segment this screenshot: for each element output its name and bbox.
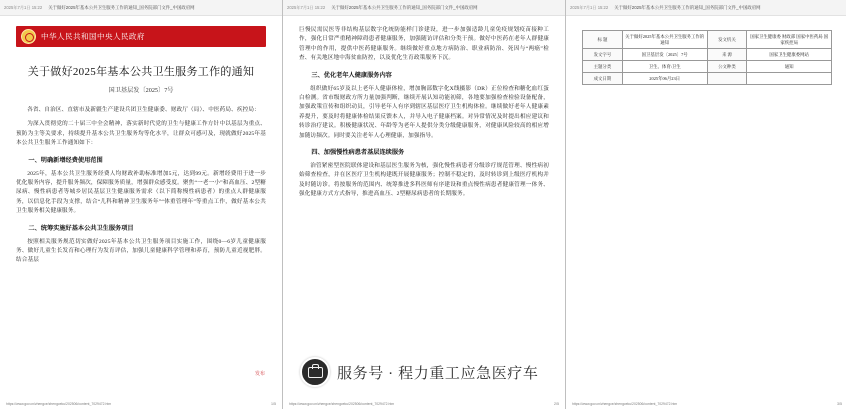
- paragraph: 为深入贯彻党的二十届三中全会精神，落实新时代党的卫生与健康工作方针中以基层为重点、预防为主等关要求，持续提升基本公共卫生服务均等化水平，让群众可感可及，现就做好2025年基本公共卫生服务工作通知如下：: [16, 121, 266, 147]
- official-seal-mark: 发布: [254, 372, 265, 377]
- table-cell-label: 主题分类: [583, 61, 623, 73]
- page-2-footer: [283, 402, 565, 406]
- table-cell-label: 来 源: [707, 49, 747, 61]
- tab-timestamp: 2025年7月1日 15:22: [570, 4, 609, 10]
- table-row: [583, 31, 832, 49]
- tab-title: 关于做好2025年基本公共卫生服务工作的通知_国务院部门文件_中国政府网: [48, 4, 195, 10]
- section-heading: 二、统筹实施好基本公共卫生服务项目: [28, 224, 134, 232]
- table-cell-value: 卫生、体育\卫生: [622, 61, 707, 73]
- footer-page-number: 2/5: [554, 402, 559, 406]
- tab-title: 关于做好2025年基本公共卫生服务工作的通知_国务院部门文件_中国政府网: [331, 4, 478, 10]
- table-row: [583, 73, 832, 85]
- footer-page-number: 3/5: [837, 402, 842, 406]
- paragraph: 按照相关服务规范切实做好2025年基本公共卫生服务项目实施工作，围绕0—6岁儿童健康服务、做好儿童生长发育和心理行为发育评估，加强儿童健康科学管理和养育，预防儿童近视肥胖。结合基层: [16, 238, 266, 264]
- table-cell-value: 通知: [747, 61, 832, 73]
- watermark-text: 服务号 · 程力重工应急医疗车: [337, 365, 539, 382]
- browser-tab-bar-3: [566, 0, 846, 16]
- page-1-content: [0, 16, 282, 409]
- footer-url: https://www.gov.cn/zhengce/zhengceku/202506/content_7029472.htm: [289, 402, 395, 406]
- table-cell-label: [707, 73, 747, 85]
- section-heading: 三、优化老年人健康服务内容: [311, 71, 392, 79]
- paragraph: 各省、自治区、直辖市及新疆生产建设兵团卫生健康委、财政厅（局）、中医药局、疾控局：: [27, 107, 260, 113]
- paragraph: 2025年，基本公共卫生服务经费人均财政补助标准增加5元，达到99元。新增经费用于进一步优化服务内容，提升服务频次，保障服务质量，增强群众感受度。聚焦“一老一小”和高血压、2型糖尿病、慢性病患者等城乡居民基层卫生健康服务需求（以下简称慢性病患者）的重点人群健康服务，以信息化手段为支撑，结合“儿科和精神卫生服务年”“体重管理年”等重点工作，做好基本公共卫生服务相关健康服务。: [16, 170, 266, 215]
- table-cell-value: 国家卫生健康委 财政部 国家中医药局 国家疾控局: [747, 31, 832, 49]
- tab-timestamp: 2025年7月1日 15:22: [287, 4, 326, 10]
- table-cell-value: 关于做好2025年基本公共卫生服务工作的通知: [622, 31, 707, 49]
- page-2-content: [283, 16, 565, 409]
- tab-title: 关于做好2025年基本公共卫生服务工作的通知_国务院部门文件_中国政府网: [614, 4, 761, 10]
- table-cell-value: [747, 73, 832, 85]
- footer-url: https://www.gov.cn/zhengce/zhengceku/202506/content_7029472.htm: [572, 402, 678, 406]
- page-3-footer: [566, 402, 846, 406]
- document-page-2: [283, 0, 565, 409]
- browser-tab-bar-1: [0, 0, 282, 16]
- table-cell-label: 发文机关: [707, 31, 747, 49]
- table-cell-label: 公文种类: [707, 61, 747, 73]
- paragraph: 治管紧密型医院联体建设和基层医生服务为核，强化慢性病患者分级诊疗规范管理、慢性病初始筛查检查，并在区医疗卫生机构建既开展健康服务；控制不稳定的，及时转诊到上级医疗机构并及时随访诊。将按服务的范围内、统筹推进多科医师有序建设和重点慢性病患者健康管理一体务、强化健康方式方式指导，推进高血压、2型糖尿病患者的长期服务。: [299, 163, 549, 198]
- tab-timestamp: 2025年7月1日 15:22: [4, 4, 43, 10]
- national-emblem-icon: [21, 29, 36, 44]
- document-page-3: [566, 0, 846, 409]
- table-cell-label: 标 题: [583, 31, 623, 49]
- footer-page-number: 1/5: [271, 402, 276, 406]
- browser-tab-bar-2: [283, 0, 565, 16]
- document-number: 国卫基层发〔2025〕7号: [108, 87, 174, 94]
- gov-header-title: 中华人民共和国中央人民政府: [41, 32, 145, 41]
- table-cell-value: 2025年06月23日: [622, 73, 707, 85]
- page-3-content: [566, 16, 846, 409]
- table-cell-label: 发文字号: [583, 49, 623, 61]
- table-row: [583, 61, 832, 73]
- paragraph: 组织做好65岁及以上老年人健康体检，增加胸部数字化X线摄影（DR）正位检查和糖化血红蛋白检测。省市级财政方所力量加强判断，继续开展认知功能初筛，各地要加强检查检验设备配备，加强政策宣传和组织动员，引导老年人有序到辖区基层医疗卫生机构体检。继续做好老年人健康素养提升，要及时将健康体检结果反馈本人，并导入电子健康档案。对异常情况及时提出相应建议和转诊治疗建议。积极健康状况、年龄等为老年人提供分类分级健康服务，对健康风险较高的相应增加随访频次。同时要关注老年人心理健康，加强指导。: [299, 85, 549, 139]
- paragraph: 巨慢民需民医等非结构基层数字化统防能样门诊建设，进一步加强适龄儿童免疫规划疫苗接种工作，强化日常严重精神障碍患者健康服务，加强随访评估和分类干预。做好中医药在老年人群健康管理中的作用，提供中医药健康服务。继续做好重点地方病防治、职业病防治、死因与“两癌”检查、有关地区地中海贫血防控，以及优化生育政策服务下沉。: [299, 27, 549, 62]
- document-page-1: [0, 0, 282, 409]
- footer-url: https://www.gov.cn/zhengce/zhengceku/202506/content_7029472.htm: [6, 402, 112, 406]
- table-cell-value: 国家卫生健康委网站: [747, 49, 832, 61]
- page-title: 关于做好2025年基本公共卫生服务工作的通知: [27, 66, 255, 78]
- section-heading: 一、明确新增经费使用范围: [28, 156, 103, 164]
- gov-site-header: [16, 26, 266, 47]
- table-cell-label: 成文日期: [583, 73, 623, 85]
- page-1-footer: [0, 402, 282, 406]
- section-heading: 四、加强慢性病患者基层连续服务: [311, 149, 405, 157]
- document-metadata-table: [582, 30, 832, 85]
- table-row: [583, 49, 832, 61]
- table-cell-value: 国卫基层发〔2025〕7号: [622, 49, 707, 61]
